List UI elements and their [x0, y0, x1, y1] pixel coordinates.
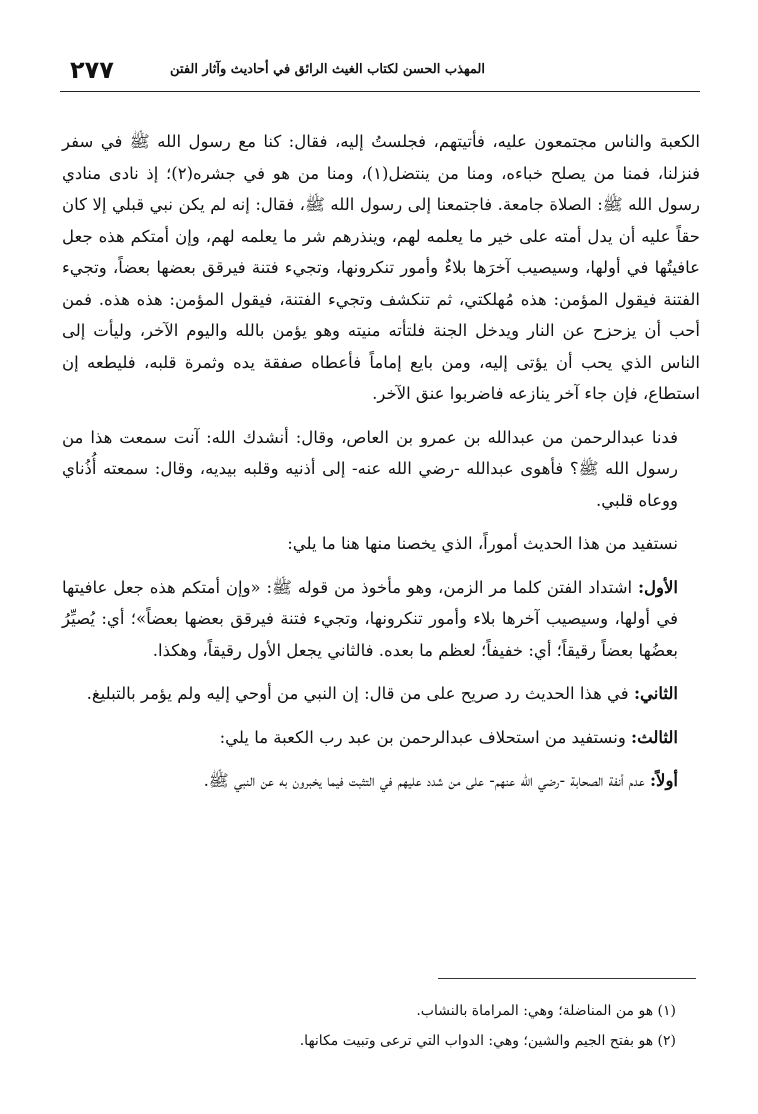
second-label: الثاني:: [633, 684, 678, 703]
paragraph-first-benefit: [62, 572, 700, 667]
page-number: ٢٧٧: [70, 56, 114, 84]
paragraph-hadith-text: الكعبة والناس مجتمعون عليه، فأتيتهم، فجلستُ إليه، فقال: كنا مع رسول الله ﷺ في سفر فنزلنا، فمنا من يصلح خباءه، ومنا من ينتضل(١)، ومنا من هو في جشره(٢)؛ إذ نادى منادي رسول الله ﷺ: الصلاة جامعة. فاجتمعنا إلى رسول الله ﷺ، فقال: إنه لم يكن نبي قبلي إلا كان حقاً عليه أن يدل أمته على خير ما يعلمه لهم، وينذرهم شر ما يعلمه لهم، وإن أمتكم هذه جعل عافيتُها في أولها، وسيصيب آخرَها بلاءٌ وأمور تنكرونها، وتجيء فتنة فيرقق بعضها بعضاً، وتجيء الفتنة فيقول المؤمن: هذه مُهلكتي، ثم تنكشف وتجيء الفتنة، فيقول المؤمن: هذه هذه. فمن أحب أن يزحزح عن النار ويدخل الجنة فلتأته منيته وهو يؤمن بالله واليوم الآخر، وليأت إلى الناس الذي يحب أن يؤتى إليه، ومن بايع إماماً فأعطاه صفقة يده وثمرة قلبه، فليطعه إن استطاع، فإن جاء آخر ينازعه فاضربوا عنق الآخر.: [62, 132, 701, 403]
footnote-2: (٢) هو بفتح الجيم والشين؛ وهي: الدواب التي ترعى وتبيت مكانها.: [299, 1033, 676, 1049]
paragraph-firstly: [62, 765, 700, 797]
firstly-label: أولاً:: [649, 771, 678, 790]
main-text: [62, 126, 700, 797]
paragraph-second-benefit: [62, 678, 700, 710]
first-text: اشتداد الفتن كلما مر الزمن، وهو مأخوذ من قوله ﷺ: «وإن أمتكم هذه جعل عافيتها في أولها، وسيصيب آخرها بلاء وأمور تنكرونها، وتجيء فتنة فيرقق بعضها بعضاً»؛ أي: يُصيِّرُ بعضُها بعضاً رقيقاً؛ أي: خفيفاً؛ لعظم ما بعده. فالثاني يجعل الأول رقيقاً، وهكذا.: [62, 577, 678, 660]
firstly-text: عدم أنفة الصحابة -رضي الله عنهم- على من شدد عليهم في التثبت فيما يخبرون به عن النبي ﷺ.: [203, 771, 650, 790]
third-text: ونستفيد من استحلاف عبدالرحمن بن عبد رب الكعبة ما يلي:: [219, 727, 632, 747]
running-title: المهذب الحسن لكتاب الغيث الرائق في أحاديث وآثار الفتن: [170, 62, 485, 77]
header-rule: [60, 91, 700, 92]
first-label: الأول:: [637, 577, 678, 597]
paragraph-benefits-intro: نستفيد من هذا الحديث أموراً، الذي يخصنا منها هنا ما يلي:: [287, 534, 678, 553]
paragraph-abdulrahman-question: فدنا عبدالرحمن من عبدالله بن عمرو بن العاص، وقال: أنشدك الله: آنت سمعت هذا من رسول الله ﷺ؟ فأهوى عبدالله -رضي الله عنه- إلى أذنيه وقلبه بيديه، وقال: سمعته أُذُناي ووعاه قلبي.: [62, 427, 678, 510]
third-label: الثالث:: [631, 727, 678, 747]
page-header: [60, 52, 700, 92]
footnote-separator: [438, 978, 696, 979]
footnote-1: (١) هو من المناضلة؛ وهي: المراماة بالنشاب.: [416, 1003, 676, 1019]
second-text: في هذا الحديث رد صريح على من قال: إن النبي من أوحي إليه ولم يؤمر بالتبليغ.: [86, 684, 634, 703]
paragraph-third-benefit: [62, 722, 700, 754]
footnotes: [58, 996, 696, 1056]
